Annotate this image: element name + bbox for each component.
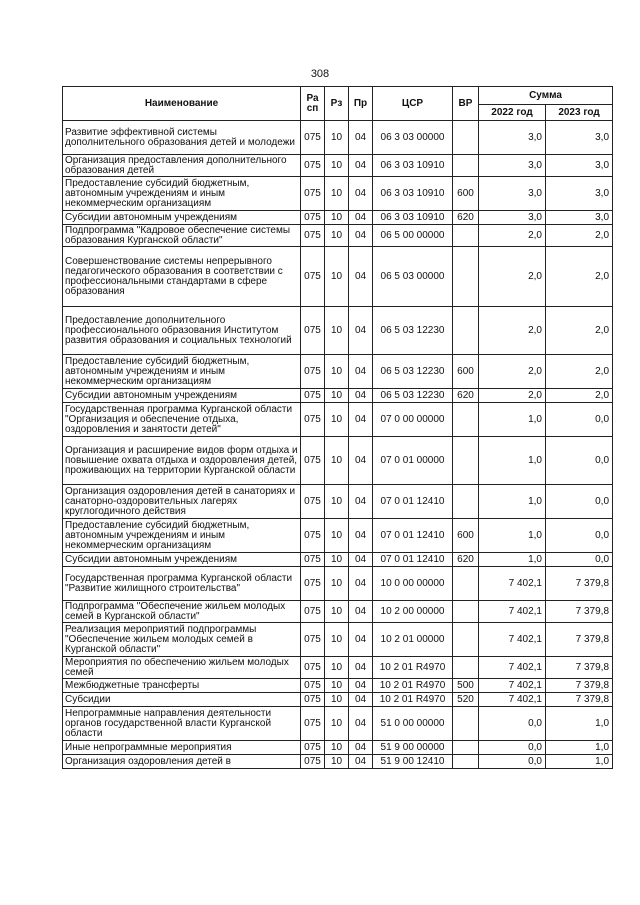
header-2023: 2023 год: [546, 105, 613, 121]
cell-vr: [453, 755, 479, 769]
table-row: [63, 623, 613, 657]
cell-s2023: 2,0: [546, 225, 613, 247]
cell-ra: 075: [301, 755, 325, 769]
cell-ra: 075: [301, 623, 325, 657]
cell-s2023: 7 379,8: [546, 693, 613, 707]
cell-name: Предоставление субсидий бюджетным, автономным учреждениям и иным некоммерческим организациям: [63, 177, 301, 211]
cell-csr: 06 3 03 10910: [373, 155, 453, 177]
cell-s2022: 2,0: [479, 389, 546, 403]
cell-ra: 075: [301, 693, 325, 707]
cell-ra: 075: [301, 657, 325, 679]
cell-s2022: 2,0: [479, 355, 546, 389]
cell-s2023: 1,0: [546, 755, 613, 769]
cell-name: Подпрограмма "Обеспечение жильем молодых семей в Курганской области": [63, 601, 301, 623]
cell-rz: 10: [325, 155, 349, 177]
cell-vr: 620: [453, 553, 479, 567]
cell-s2023: 2,0: [546, 247, 613, 307]
cell-rz: 10: [325, 437, 349, 485]
cell-name: Субсидии: [63, 693, 301, 707]
cell-csr: 06 5 03 12230: [373, 389, 453, 403]
cell-s2022: 0,0: [479, 741, 546, 755]
table-row: [63, 707, 613, 741]
cell-rz: 10: [325, 519, 349, 553]
cell-s2022: 1,0: [479, 553, 546, 567]
table-row: [63, 693, 613, 707]
cell-s2022: 0,0: [479, 755, 546, 769]
cell-csr: 07 0 01 12410: [373, 519, 453, 553]
cell-rz: 10: [325, 403, 349, 437]
cell-s2023: 7 379,8: [546, 623, 613, 657]
cell-pr: 04: [349, 437, 373, 485]
cell-s2023: 2,0: [546, 389, 613, 403]
cell-vr: [453, 225, 479, 247]
cell-s2022: 7 402,1: [479, 567, 546, 601]
cell-s2023: 1,0: [546, 707, 613, 741]
cell-pr: 04: [349, 355, 373, 389]
cell-vr: [453, 121, 479, 155]
table-row: [63, 355, 613, 389]
cell-vr: [453, 403, 479, 437]
cell-vr: 620: [453, 389, 479, 403]
cell-rz: 10: [325, 389, 349, 403]
cell-pr: 04: [349, 679, 373, 693]
cell-name: Организация и расширение видов форм отдыха и повышение охвата отдыха и оздоровления детей, проживающих на территории Курганской области: [63, 437, 301, 485]
cell-rz: 10: [325, 225, 349, 247]
cell-name: Организация оздоровления детей в: [63, 755, 301, 769]
cell-pr: 04: [349, 247, 373, 307]
cell-pr: 04: [349, 693, 373, 707]
cell-ra: 075: [301, 437, 325, 485]
cell-name: Непрограммные направления деятельности органов государственной власти Курганской области: [63, 707, 301, 741]
table-row: [63, 485, 613, 519]
cell-csr: 10 2 01 R4970: [373, 679, 453, 693]
cell-name: Мероприятия по обеспечению жильем молодых семей: [63, 657, 301, 679]
cell-csr: 51 9 00 00000: [373, 741, 453, 755]
cell-rz: 10: [325, 485, 349, 519]
cell-ra: 075: [301, 211, 325, 225]
cell-pr: 04: [349, 155, 373, 177]
cell-name: Предоставление дополнительного профессионального образования Институтом развития образования и социальных технологий: [63, 307, 301, 355]
cell-vr: [453, 567, 479, 601]
cell-rz: 10: [325, 693, 349, 707]
cell-csr: 10 0 00 00000: [373, 567, 453, 601]
cell-s2023: 7 379,8: [546, 657, 613, 679]
table-row: [63, 307, 613, 355]
cell-ra: 075: [301, 307, 325, 355]
cell-s2023: 3,0: [546, 211, 613, 225]
table-row: [63, 567, 613, 601]
cell-name: Совершенствование системы непрерывного педагогического образования в соответствии с профессиональными стандартами в сфере образования: [63, 247, 301, 307]
cell-vr: 600: [453, 519, 479, 553]
cell-name: Предоставление субсидий бюджетным, автономным учреждениям и иным некоммерческим организациям: [63, 519, 301, 553]
table-row: [63, 403, 613, 437]
header-csr: ЦСР: [373, 87, 453, 121]
cell-rz: 10: [325, 553, 349, 567]
cell-ra: 075: [301, 679, 325, 693]
cell-name: Организация предоставления дополнительного образования детей: [63, 155, 301, 177]
cell-vr: [453, 623, 479, 657]
cell-vr: [453, 247, 479, 307]
cell-s2022: 7 402,1: [479, 601, 546, 623]
table-row: [63, 211, 613, 225]
cell-vr: [453, 741, 479, 755]
table-row: [63, 155, 613, 177]
cell-s2022: 0,0: [479, 707, 546, 741]
cell-pr: 04: [349, 601, 373, 623]
cell-s2022: 1,0: [479, 403, 546, 437]
cell-s2023: 7 379,8: [546, 679, 613, 693]
cell-name: Субсидии автономным учреждениям: [63, 389, 301, 403]
cell-name: Предоставление субсидий бюджетным, автономным учреждениям и иным некоммерческим организациям: [63, 355, 301, 389]
cell-s2023: 2,0: [546, 355, 613, 389]
cell-pr: 04: [349, 567, 373, 601]
cell-pr: 04: [349, 225, 373, 247]
cell-s2022: 1,0: [479, 437, 546, 485]
table-row: [63, 437, 613, 485]
cell-vr: 620: [453, 211, 479, 225]
cell-rz: 10: [325, 623, 349, 657]
page-number: 308: [310, 68, 330, 80]
cell-vr: [453, 707, 479, 741]
cell-name: Развитие эффективной системы дополнительного образования детей и молодежи: [63, 121, 301, 155]
budget-table: [62, 86, 613, 769]
table-row: [63, 225, 613, 247]
table-row: [63, 657, 613, 679]
cell-s2022: 2,0: [479, 225, 546, 247]
cell-s2023: 3,0: [546, 177, 613, 211]
header-rz: Рз: [325, 87, 349, 121]
cell-rz: 10: [325, 755, 349, 769]
cell-s2022: 7 402,1: [479, 693, 546, 707]
cell-name: Субсидии автономным учреждениям: [63, 211, 301, 225]
cell-csr: 51 0 00 00000: [373, 707, 453, 741]
header-ra: Ра сп: [301, 87, 325, 121]
cell-ra: 075: [301, 355, 325, 389]
cell-vr: [453, 601, 479, 623]
cell-s2023: 0,0: [546, 403, 613, 437]
cell-vr: 600: [453, 177, 479, 211]
cell-name: Межбюджетные трансферты: [63, 679, 301, 693]
cell-ra: 075: [301, 389, 325, 403]
table-row: [63, 553, 613, 567]
cell-rz: 10: [325, 707, 349, 741]
cell-vr: [453, 437, 479, 485]
cell-s2022: 1,0: [479, 485, 546, 519]
header-pr: Пр: [349, 87, 373, 121]
table-row: [63, 121, 613, 155]
cell-s2023: 7 379,8: [546, 567, 613, 601]
table-row: [63, 389, 613, 403]
cell-s2022: 3,0: [479, 177, 546, 211]
cell-name: Государственная программа Курганской области "Развитие жилищного строительства": [63, 567, 301, 601]
cell-rz: 10: [325, 177, 349, 211]
cell-rz: 10: [325, 679, 349, 693]
cell-ra: 075: [301, 519, 325, 553]
cell-csr: 06 5 03 12230: [373, 355, 453, 389]
cell-vr: [453, 485, 479, 519]
cell-s2023: 2,0: [546, 307, 613, 355]
cell-s2022: 7 402,1: [479, 623, 546, 657]
cell-csr: 10 2 00 00000: [373, 601, 453, 623]
cell-name: Реализация мероприятий подпрограммы "Обеспечение жильем молодых семей в Курганской области": [63, 623, 301, 657]
cell-ra: 075: [301, 121, 325, 155]
cell-csr: 07 0 00 00000: [373, 403, 453, 437]
cell-s2023: 0,0: [546, 553, 613, 567]
cell-pr: 04: [349, 307, 373, 355]
header-vr: ВР: [453, 87, 479, 121]
cell-pr: 04: [349, 707, 373, 741]
cell-pr: 04: [349, 519, 373, 553]
cell-csr: 51 9 00 12410: [373, 755, 453, 769]
cell-s2022: 7 402,1: [479, 679, 546, 693]
cell-s2023: 3,0: [546, 121, 613, 155]
cell-s2022: 1,0: [479, 519, 546, 553]
cell-pr: 04: [349, 553, 373, 567]
cell-name: Иные непрограммные мероприятия: [63, 741, 301, 755]
cell-s2022: 3,0: [479, 211, 546, 225]
cell-s2022: 3,0: [479, 155, 546, 177]
header-2022: 2022 год: [479, 105, 546, 121]
cell-s2023: 0,0: [546, 485, 613, 519]
cell-vr: [453, 155, 479, 177]
cell-s2022: 2,0: [479, 307, 546, 355]
header-name: Наименование: [63, 87, 301, 121]
cell-rz: 10: [325, 355, 349, 389]
cell-rz: 10: [325, 657, 349, 679]
cell-ra: 075: [301, 707, 325, 741]
cell-ra: 075: [301, 225, 325, 247]
cell-vr: 500: [453, 679, 479, 693]
cell-pr: 04: [349, 211, 373, 225]
cell-s2023: 3,0: [546, 155, 613, 177]
cell-s2023: 1,0: [546, 741, 613, 755]
cell-ra: 075: [301, 601, 325, 623]
cell-s2023: 7 379,8: [546, 601, 613, 623]
cell-rz: 10: [325, 567, 349, 601]
cell-ra: 075: [301, 155, 325, 177]
cell-ra: 075: [301, 553, 325, 567]
cell-pr: 04: [349, 741, 373, 755]
table-row: [63, 519, 613, 553]
cell-s2022: 3,0: [479, 121, 546, 155]
table-row: [63, 247, 613, 307]
cell-csr: 06 5 00 00000: [373, 225, 453, 247]
table-row: [63, 679, 613, 693]
cell-rz: 10: [325, 121, 349, 155]
cell-rz: 10: [325, 211, 349, 225]
cell-csr: 06 3 03 10910: [373, 211, 453, 225]
cell-ra: 075: [301, 485, 325, 519]
cell-rz: 10: [325, 601, 349, 623]
cell-pr: 04: [349, 403, 373, 437]
cell-name: Организация оздоровления детей в санаториях и санаторно-оздоровительных лагерях круглогодичного действия: [63, 485, 301, 519]
cell-rz: 10: [325, 247, 349, 307]
cell-csr: 10 2 01 R4970: [373, 693, 453, 707]
cell-csr: 06 5 03 12230: [373, 307, 453, 355]
cell-csr: 07 0 01 00000: [373, 437, 453, 485]
cell-csr: 06 5 03 00000: [373, 247, 453, 307]
cell-s2023: 0,0: [546, 437, 613, 485]
table-row: [63, 177, 613, 211]
cell-csr: 10 2 01 R4970: [373, 657, 453, 679]
cell-pr: 04: [349, 177, 373, 211]
cell-pr: 04: [349, 657, 373, 679]
cell-pr: 04: [349, 623, 373, 657]
cell-ra: 075: [301, 247, 325, 307]
cell-s2022: 7 402,1: [479, 657, 546, 679]
cell-csr: 06 3 03 10910: [373, 177, 453, 211]
cell-ra: 075: [301, 567, 325, 601]
cell-rz: 10: [325, 741, 349, 755]
cell-pr: 04: [349, 485, 373, 519]
cell-name: Субсидии автономным учреждениям: [63, 553, 301, 567]
cell-ra: 075: [301, 403, 325, 437]
cell-vr: 600: [453, 355, 479, 389]
cell-csr: 06 3 03 00000: [373, 121, 453, 155]
cell-vr: [453, 307, 479, 355]
cell-csr: 07 0 01 12410: [373, 485, 453, 519]
cell-name: Подпрограмма "Кадровое обеспечение системы образования Курганской области": [63, 225, 301, 247]
cell-s2022: 2,0: [479, 247, 546, 307]
cell-vr: 520: [453, 693, 479, 707]
cell-s2023: 0,0: [546, 519, 613, 553]
cell-pr: 04: [349, 755, 373, 769]
cell-pr: 04: [349, 389, 373, 403]
cell-vr: [453, 657, 479, 679]
cell-ra: 075: [301, 741, 325, 755]
table-row: [63, 755, 613, 769]
cell-name: Государственная программа Курганской области "Организация и обеспечение отдыха, оздоровления и занятости детей": [63, 403, 301, 437]
cell-csr: 07 0 01 12410: [373, 553, 453, 567]
header-sum: Сумма: [479, 87, 613, 105]
cell-csr: 10 2 01 00000: [373, 623, 453, 657]
table-row: [63, 741, 613, 755]
table-row: [63, 601, 613, 623]
cell-ra: 075: [301, 177, 325, 211]
cell-pr: 04: [349, 121, 373, 155]
cell-rz: 10: [325, 307, 349, 355]
